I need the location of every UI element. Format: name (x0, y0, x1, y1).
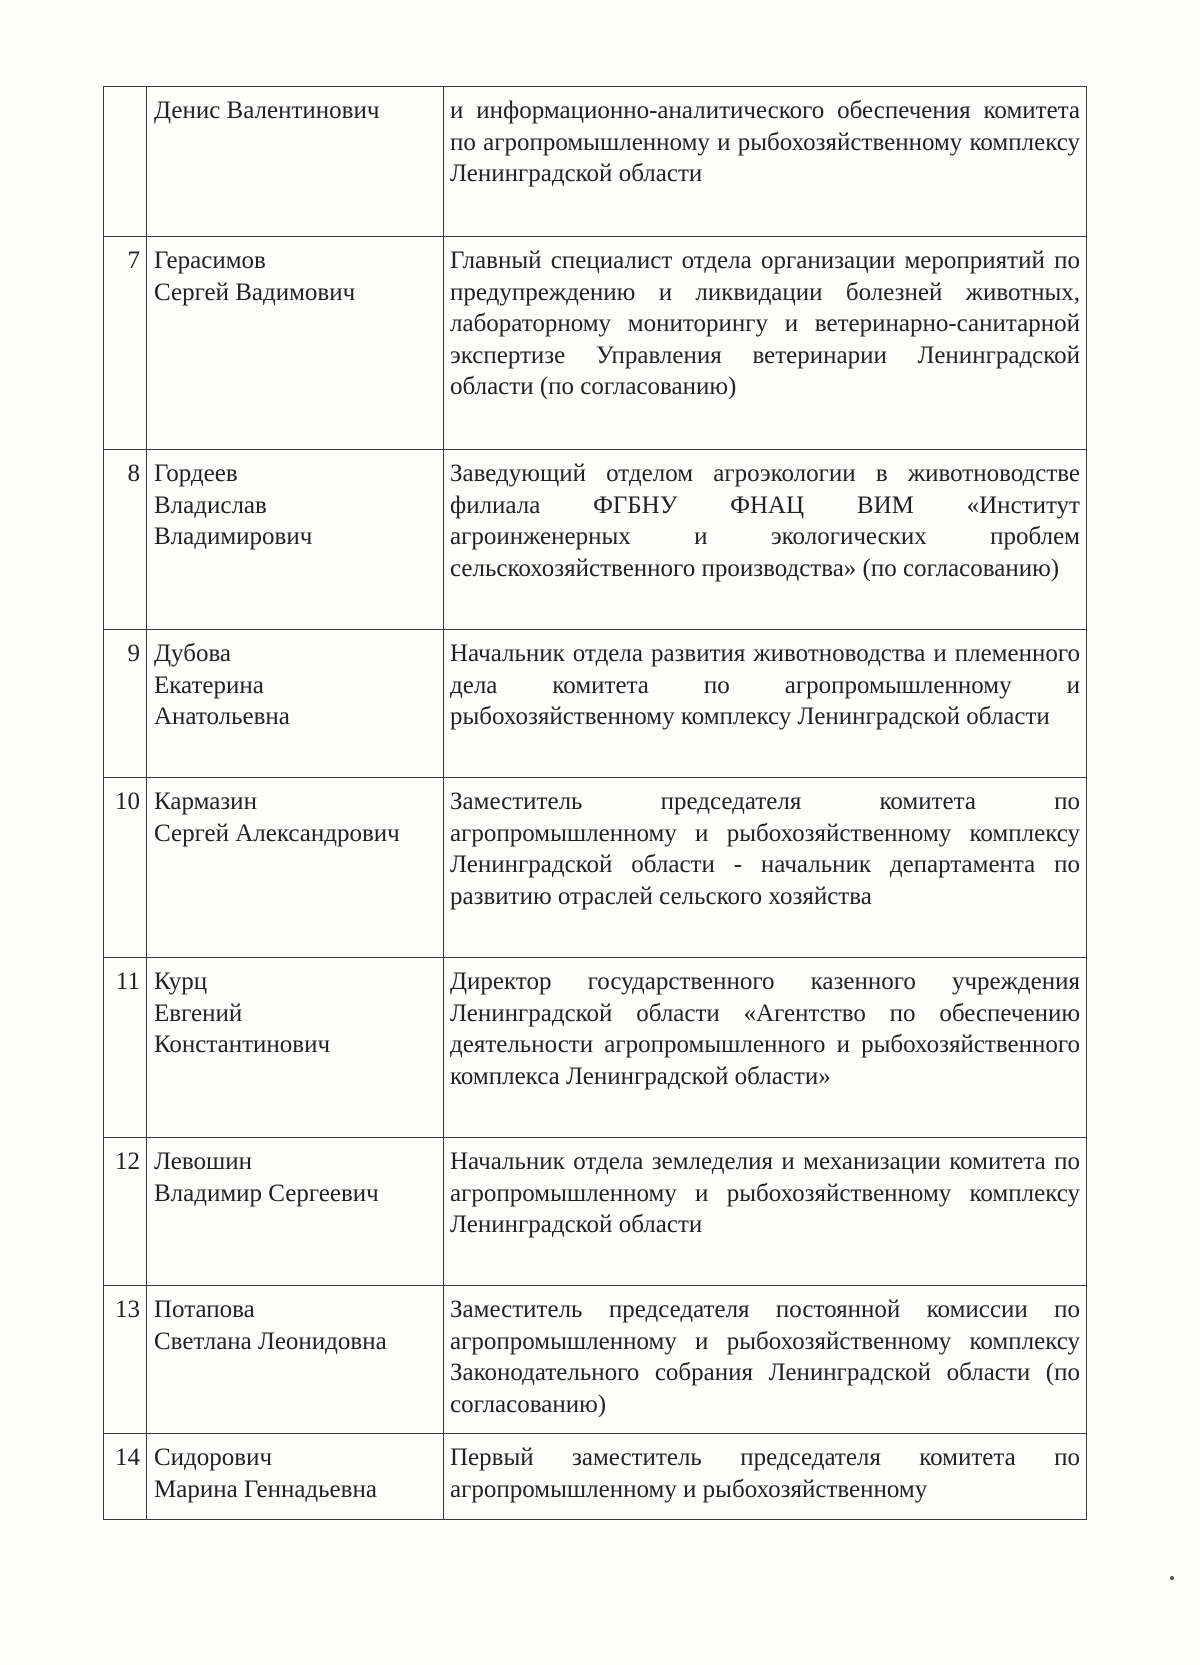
member-name-line: Курц (154, 968, 208, 995)
member-name (147, 450, 444, 630)
table-row (104, 778, 1087, 958)
member-position: Заместитель председателя комитета по агропромышленному и рыбохозяйственному комплексу Ленинградской области - начальник департамента по развитию отраслей сельского хозяйства (444, 778, 1087, 958)
members-table (103, 86, 1087, 1520)
member-position: Первый заместитель председателя комитета по агропромышленному и рыбохозяйственному (444, 1434, 1087, 1520)
member-position: Начальник отдела земледелия и механизации комитета по агропромышленному и рыбохозяйственному комплексу Ленинградской области (444, 1138, 1087, 1286)
member-name-line: Евгений (154, 999, 243, 1027)
row-number (104, 87, 147, 237)
table-row (104, 237, 1087, 450)
member-name (147, 1286, 444, 1434)
table-row (104, 958, 1087, 1138)
member-name-line: Левошин (154, 1148, 253, 1175)
member-name-line: Герасимов (154, 247, 266, 274)
table-row (104, 1434, 1087, 1520)
member-name-line: Владимирович (154, 523, 313, 550)
member-position: и информационно-аналитического обеспечения комитета по агропромышленному и рыбохозяйственному комплексу Ленинградской области (444, 87, 1087, 237)
member-name-line: Марина Геннадьевна (154, 1475, 377, 1503)
member-name-line: Сергей Александрович (154, 819, 400, 847)
row-number: 14 (104, 1434, 147, 1520)
table-row (104, 1286, 1087, 1434)
table-row (104, 630, 1087, 778)
member-name (147, 778, 444, 958)
member-name (147, 237, 444, 450)
member-position: Главный специалист отдела организации мероприятий по предупреждению и ликвидации болезней животных, лабораторному мониторингу и ветеринарно-санитарной экспертизе Управления ветеринарии Ленинградской области (по согласованию) (444, 237, 1087, 450)
member-name-line: Екатерина (154, 671, 264, 699)
member-position: Начальник отдела развития животноводства и племенного дела комитета по агропромышленному и рыбохозяйственному комплексу Ленинградской области (444, 630, 1087, 778)
member-name (147, 958, 444, 1138)
member-name (147, 1434, 444, 1520)
member-name-line: Гордеев (154, 460, 238, 487)
member-name-line: Владимир Сергеевич (154, 1179, 379, 1207)
table-row (104, 450, 1087, 630)
scan-speck (1170, 1576, 1174, 1580)
table-row (104, 1138, 1087, 1286)
row-number: 10 (104, 778, 147, 958)
row-number: 12 (104, 1138, 147, 1286)
member-name-line: Потапова (154, 1296, 255, 1323)
member-name-line: Дубова (154, 640, 232, 667)
row-number: 13 (104, 1286, 147, 1434)
member-name-line: Анатольевна (154, 703, 290, 730)
member-position: Заместитель председателя постоянной комиссии по агропромышленному и рыбохозяйственному комплексу Законодательного собрания Ленинградской области (по согласованию) (444, 1286, 1087, 1434)
member-name-line: Светлана Леонидовна (154, 1327, 387, 1355)
member-name-line: Сидорович (154, 1444, 273, 1471)
member-name-line: Кармазин (154, 788, 257, 815)
row-number: 8 (104, 450, 147, 630)
member-name (147, 87, 444, 237)
member-name-line: Денис Валентинович (154, 97, 380, 124)
member-name-line: Владислав (154, 491, 267, 519)
row-number: 7 (104, 237, 147, 450)
table-row (104, 87, 1087, 237)
member-position: Заведующий отделом агроэкологии в животноводстве филиала ФГБНУ ФНАЦ ВИМ «Институт агроинженерных и экологических проблем сельскохозяйственного производства» (по согласованию) (444, 450, 1087, 630)
member-name-line: Сергей Вадимович (154, 278, 356, 306)
member-name (147, 1138, 444, 1286)
member-name-line: Константинович (154, 1031, 331, 1058)
member-name (147, 630, 444, 778)
member-position: Директор государственного казенного учреждения Ленинградской области «Агентство по обеспечению деятельности агропромышленного и рыбохозяйственного комплекса Ленинградской области» (444, 958, 1087, 1138)
row-number: 9 (104, 630, 147, 778)
row-number: 11 (104, 958, 147, 1138)
